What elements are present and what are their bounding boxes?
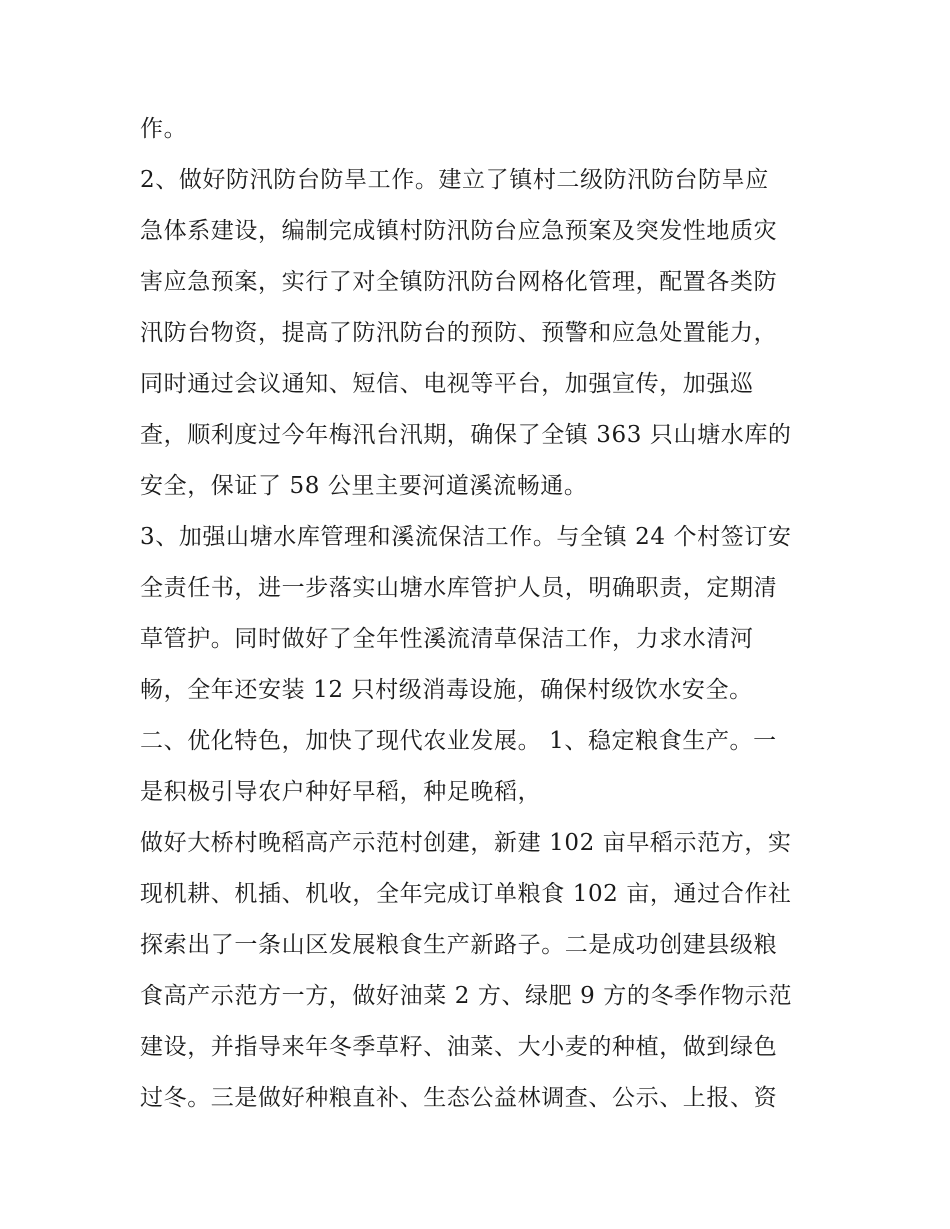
text-line: 同时通过会议通知、短信、电视等平台，加强宣传，加强巡: [140, 371, 754, 397]
text-line: 二、优化特色，加快了现代农业发展。 1、稳定粮食生产。一: [140, 728, 777, 754]
text-line: 过冬。三是做好种粮直补、生态公益林调查、公示、上报、资: [140, 1085, 778, 1111]
text-line: 草管护。同时做好了全年性溪流清草保洁工作，力求水清河: [140, 626, 754, 652]
text-line: 2、做好防汛防台防旱工作。建立了镇村二级防汛防台防旱应: [140, 167, 769, 193]
text-line: 畅，全年还安装 12 只村级消毒设施，确保村级饮水安全。: [140, 677, 753, 703]
text-line: 安全，保证了 58 公里主要河道溪流畅通。: [140, 473, 588, 499]
text-line: 现机耕、机插、机收，全年完成订单粮食 102 亩，通过合作社: [140, 881, 792, 907]
text-line: 汛防台物资，提高了防汛防台的预防、预警和应急处置能力，: [140, 320, 778, 346]
text-line: 全责任书，进一步落实山塘水库管护人员，明确职责，定期清: [140, 575, 778, 601]
text-line: 害应急预案，实行了对全镇防汛防台网格化管理，配置各类防: [140, 269, 778, 295]
text-line: 探索出了一条山区发展粮食生产新路子。二是成功创建县级粮: [140, 932, 778, 958]
text-line: 作。: [140, 116, 188, 142]
text-line: 建设，并指导来年冬季草籽、油菜、大小麦的种植，做到绿色: [140, 1034, 778, 1060]
text-line: 查，顺利度过今年梅汛台汛期，确保了全镇 363 只山塘水库的: [140, 422, 792, 448]
text-line: 做好大桥村晚稻高产示范村创建，新建 102 亩早稻示范方，实: [140, 830, 792, 856]
text-line: 食高产示范方一方，做好油菜 2 方、绿肥 9 方的冬季作物示范: [140, 983, 793, 1009]
text-line: 3、加强山塘水库管理和溪流保洁工作。与全镇 24 个村签订安: [140, 524, 792, 550]
text-line: 急体系建设，编制完成镇村防汛防台应急预案及突发性地质灾: [140, 218, 778, 244]
text-line: 是积极引导农户种好早稻，种足晚稻，: [140, 779, 542, 805]
